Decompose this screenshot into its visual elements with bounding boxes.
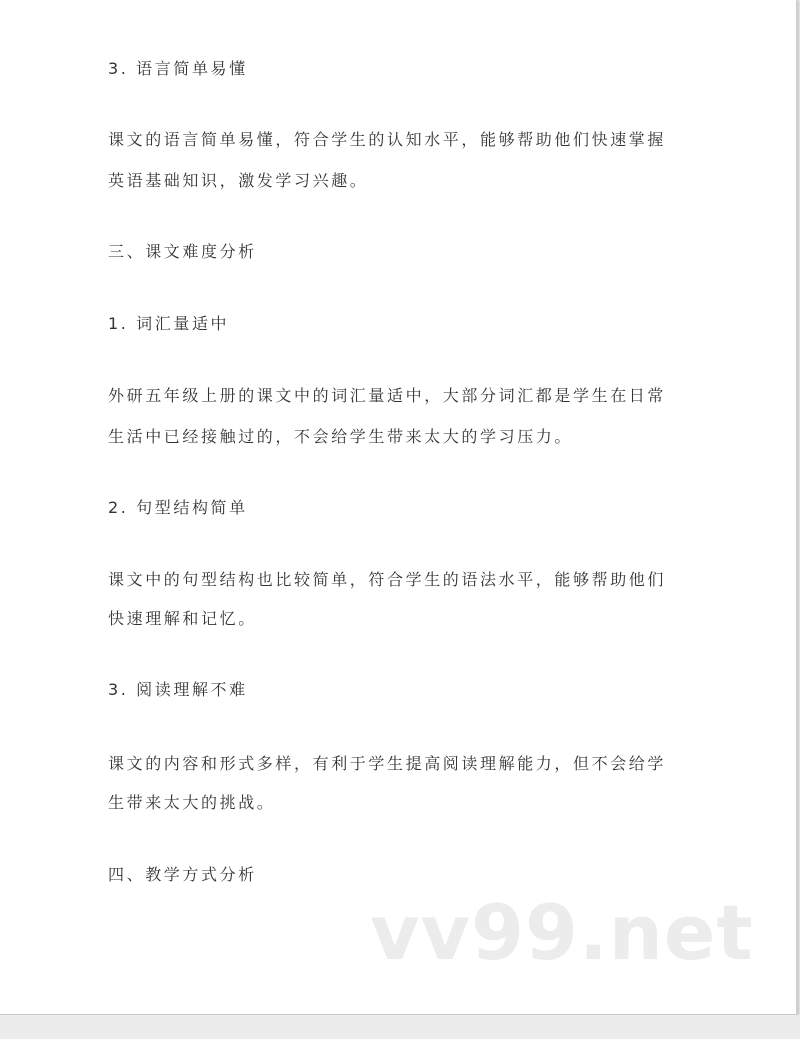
paragraph-line: 外研五年级上册的课文中的词汇量适中，大部分词汇都是学生在日常 xyxy=(108,386,667,405)
paragraph-line: 课文的语言简单易懂，符合学生的认知水平，能够帮助他们快速掌握 xyxy=(108,130,667,149)
watermark: vv99.net xyxy=(370,888,754,977)
heading-language-simple: 3. 语言简单易懂 xyxy=(108,59,248,78)
paragraph-line: 生带来太大的挑战。 xyxy=(108,793,276,812)
paragraph-line: 生活中已经接触过的，不会给学生带来太大的学习压力。 xyxy=(108,427,574,446)
page-gap xyxy=(0,1015,800,1039)
section-heading-teaching: 四、教学方式分析 xyxy=(108,865,257,884)
heading-sentence-structure: 2. 句型结构简单 xyxy=(108,498,248,517)
paragraph-line: 课文的内容和形式多样，有利于学生提高阅读理解能力，但不会给学 xyxy=(108,754,667,773)
paragraph-line: 英语基础知识，激发学习兴趣。 xyxy=(108,171,369,190)
paragraph-line: 快速理解和记忆。 xyxy=(108,609,257,628)
section-heading-difficulty: 三、课文难度分析 xyxy=(108,242,257,261)
heading-vocabulary: 1. 词汇量适中 xyxy=(108,314,230,333)
heading-reading: 3. 阅读理解不难 xyxy=(108,680,248,699)
paragraph-line: 课文中的句型结构也比较简单，符合学生的语法水平，能够帮助他们 xyxy=(108,570,667,589)
